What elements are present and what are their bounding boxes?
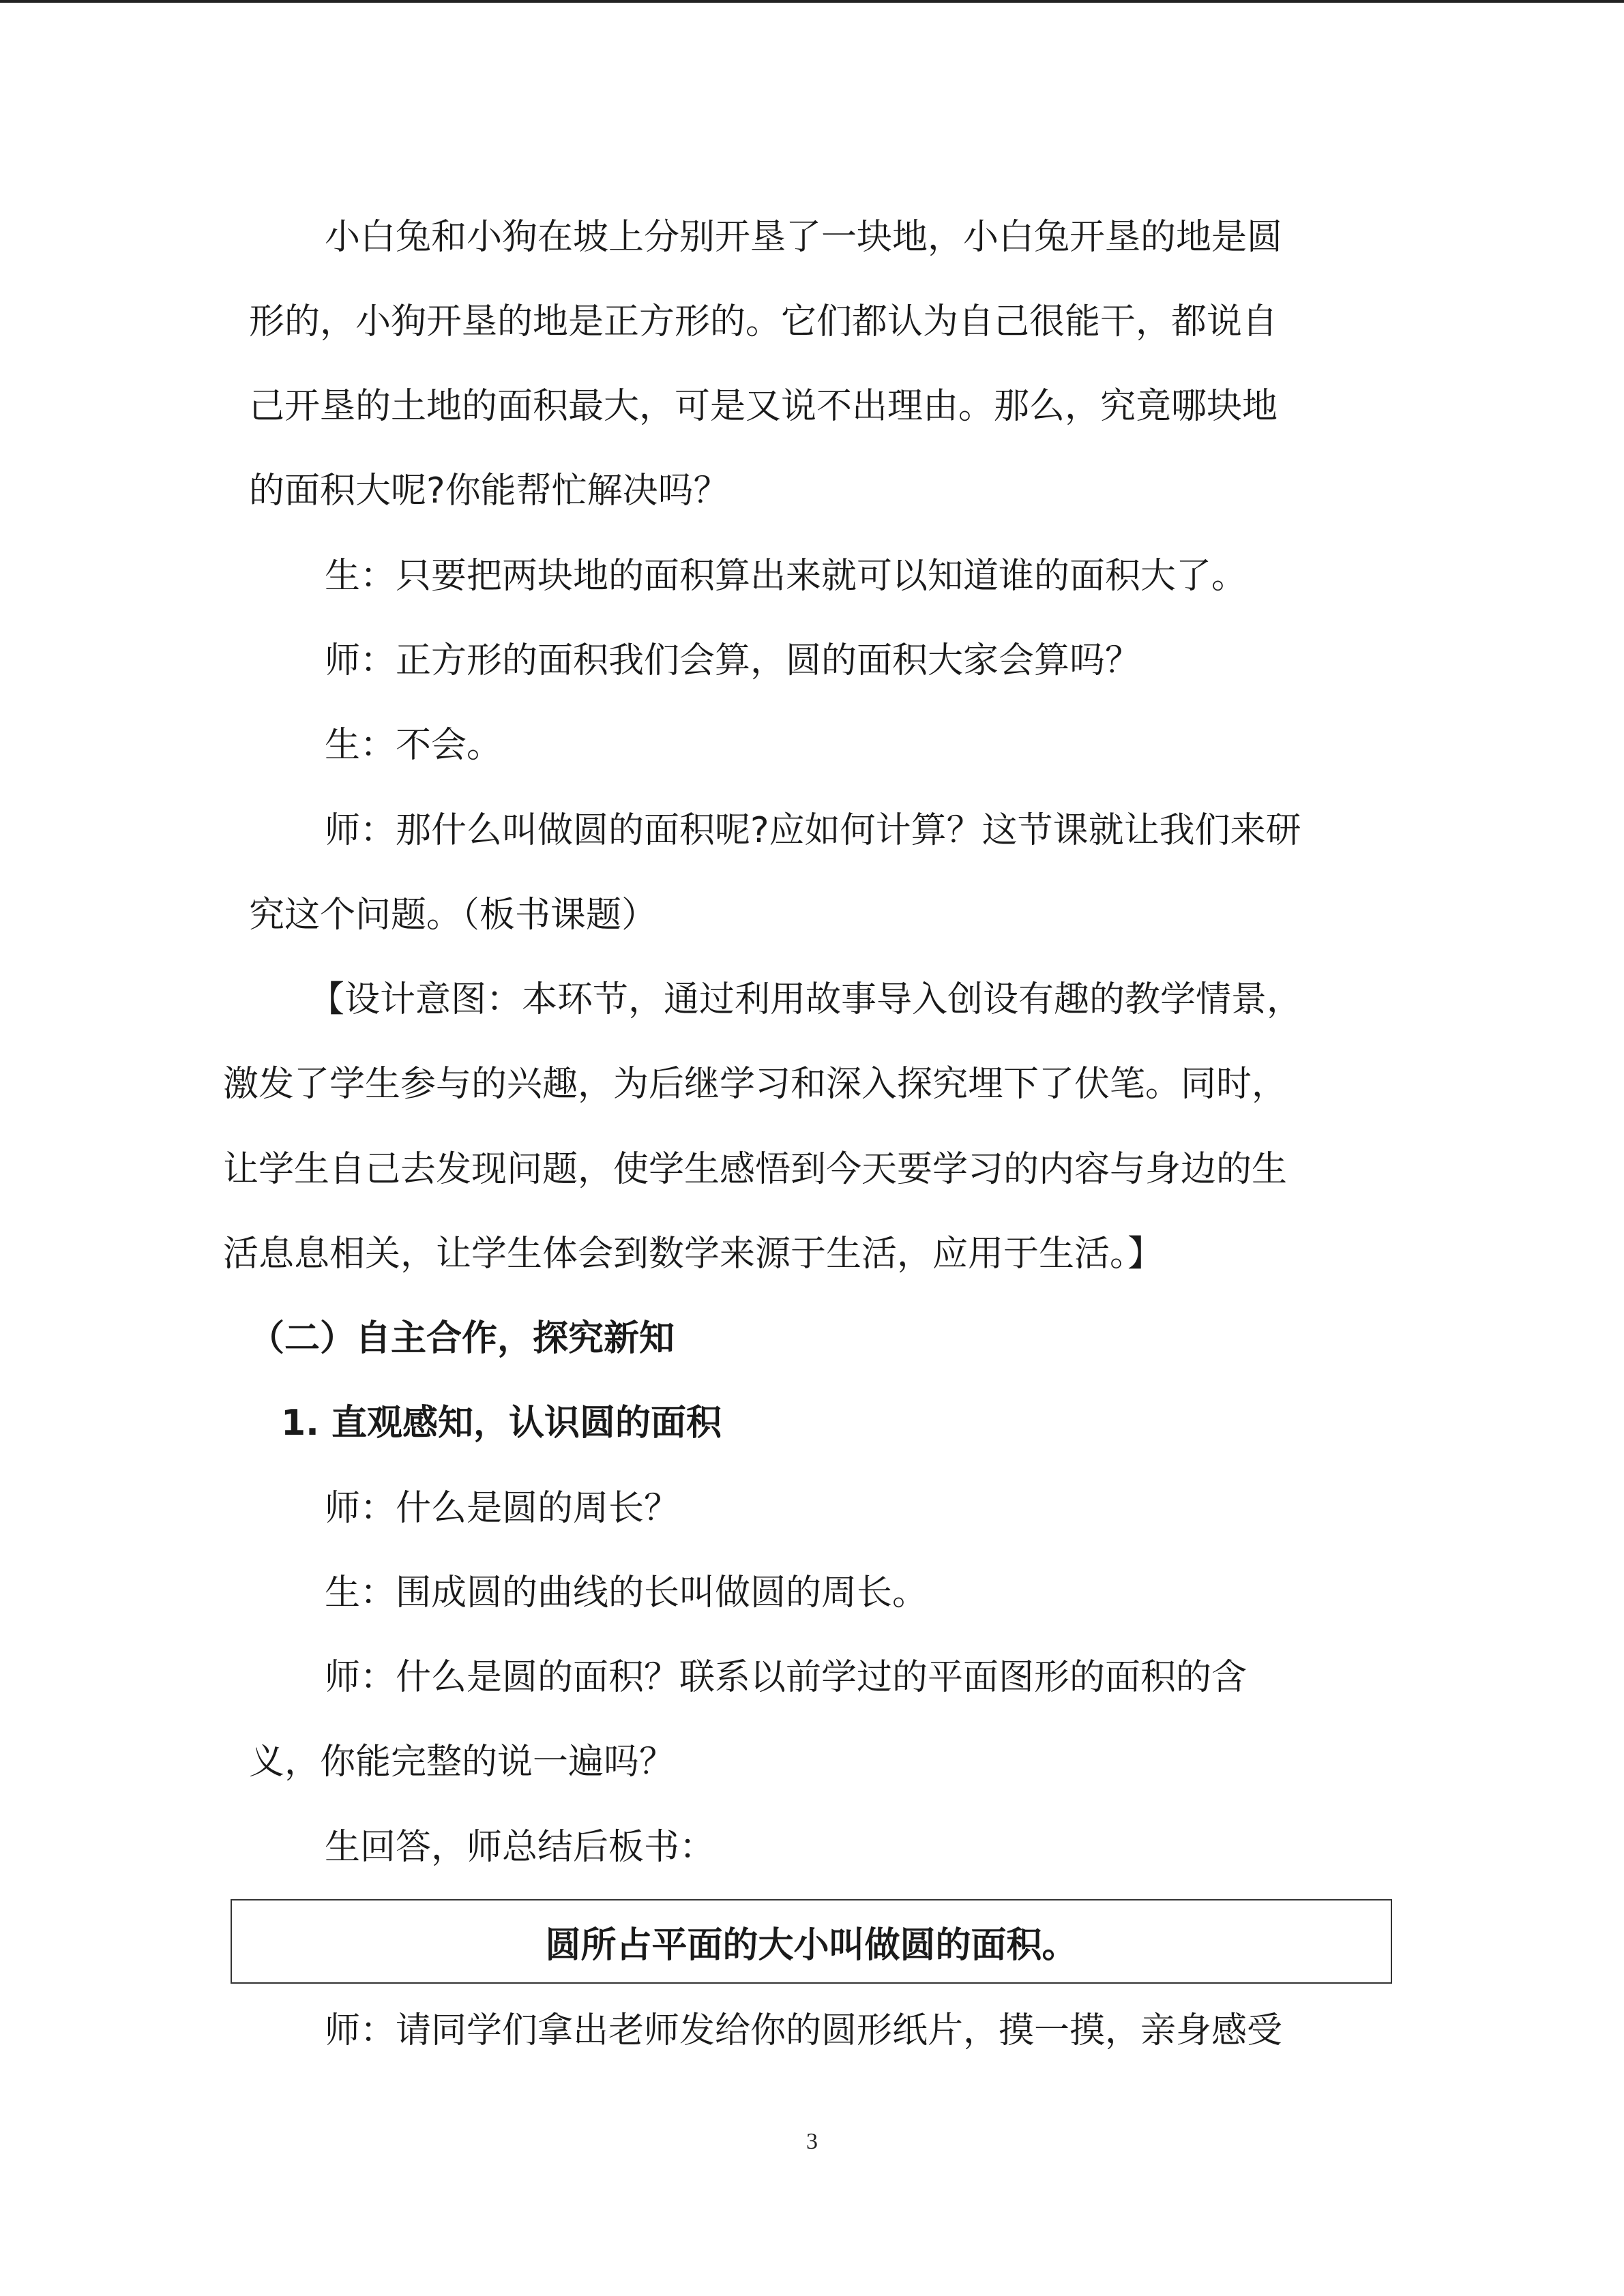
paragraph-line: 形的，小狗开垦的地是正方形的。它们都认为自己很能干，都说自 [249,301,1278,342]
paragraph-line: 师：请同学们拿出老师发给你的圆形纸片，摸一摸，亲身感受 [325,2010,1283,2051]
paragraph-line: 究这个问题。（板书课题） [249,895,658,936]
paragraph-line: 生：不会。 [325,725,503,766]
paragraph-line: 义，你能完整的说一遍吗？ [249,1742,675,1783]
paragraph-line: 己开垦的土地的面积最大，可是又说不出理由。那么，究竟哪块地 [249,386,1278,427]
design-intent-line: 【设计意图：本环节，通过利用故事导入创设有趣的教学情景， [309,979,1303,1020]
paragraph-line: 师：正方形的面积我们会算，圆的面积大家会算吗？ [325,640,1141,681]
paragraph-line: 生回答，师总结后板书： [325,1827,715,1868]
design-intent-line: 活息息相关，让学生体会到数学来源于生活，应用于生活。】 [223,1234,1164,1274]
page-top-border [0,0,1624,3]
paragraph-line: 小白兔和小狗在坡上分别开垦了一块地，小白兔开垦的地是圆 [325,217,1283,258]
sub-heading: 1. 直观感知，认识圆的面积 [281,1403,722,1444]
page-number: 3 [806,2129,818,2154]
design-intent-line: 激发了学生参与的兴趣，为后继学习和深入探究埋下了伏笔。同时， [223,1064,1288,1105]
paragraph-line: 师：那什么叫做圆的面积呢?应如何计算？这节课就让我们来研 [325,810,1301,851]
section-heading: （二）自主合作，探究新知 [249,1318,675,1359]
paragraph-line: 师：什么是圆的周长？ [325,1488,680,1529]
paragraph-line: 师：什么是圆的面积？联系以前学过的平面图形的面积的含 [325,1657,1247,1698]
definition-box: 圆所占平面的大小叫做圆的面积。 [231,1899,1392,1984]
paragraph-line: 生：只要把两块地的面积算出来就可以知道谁的面积大了。 [325,556,1247,597]
design-intent-line: 让学生自己去发现问题，使学生感悟到今天要学习的内容与身边的生 [223,1149,1288,1190]
paragraph-line: 的面积大呢?你能帮忙解决吗？ [249,471,729,511]
paragraph-line: 生：围成圆的曲线的长叫做圆的周长。 [325,1572,928,1613]
